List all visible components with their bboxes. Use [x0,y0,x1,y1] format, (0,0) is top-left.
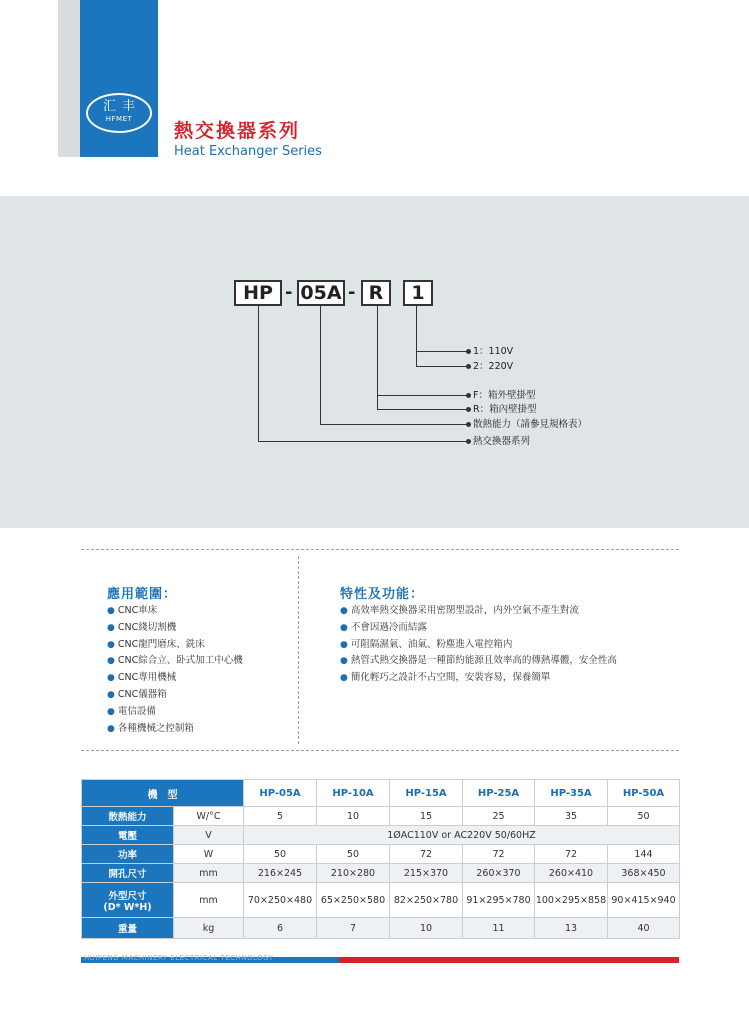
code-separator-2: - [348,282,356,303]
code-box-mount: R [361,280,391,306]
row-unit: kg [174,918,244,939]
bullet-icon: ● [107,673,115,684]
bullet-dot [466,439,471,444]
bullet-icon: ● [340,656,348,667]
table-cell: 65×250×580 [317,883,390,918]
connector-110v-h [416,351,468,352]
table-cell: 216×245 [244,864,317,883]
legend-110v: 1：110V [473,346,514,357]
bullet-icon: ● [340,622,348,633]
row-label: 功率 [82,845,174,864]
code-separator-1: - [285,282,293,303]
list-item: ● 電信設備 [107,705,156,717]
applications-list [107,603,243,737]
list-item: ● CNC綜合立、卧式加工中心機 [107,655,243,667]
bullet-icon: ● [107,639,115,650]
table-cell: 72 [463,845,535,864]
list-item: ● CNC龍門磨床、銑床 [107,638,205,650]
list-item: ● CNC綫切割機 [107,621,177,633]
footer-red-bar [339,957,679,963]
header-model: HP-25A [463,780,535,807]
table-row [82,826,680,845]
connector-capacity-h [320,424,468,425]
divider-bottom [81,750,679,751]
table-cell: 90×415×940 [608,883,680,918]
row-unit: mm [174,864,244,883]
features-title: 特性及功能： [340,587,425,602]
header-model: HP-35A [535,780,608,807]
features-list [340,603,617,687]
footer-company-text: HUIFENG MACHINERY ELECTRICAL TECHNOLOGY [84,954,274,962]
bullet-icon: ● [340,639,348,650]
connector-f-h [377,395,468,396]
list-item: ● 可阻隔濕氣、油氣、粉塵進入電控箱内 [340,638,513,650]
row-label-line2: (D* W*H) [103,901,152,913]
list-item: ● CNC儀器箱 [107,688,167,700]
list-item: ● CNC專用機械 [107,672,177,684]
table-cell: 50 [244,845,317,864]
list-item: ● 高效率熱交換器采用密閉型設計，内外空氣不產生對流 [340,605,579,616]
table-row [82,864,680,883]
table-row [82,883,680,918]
table-cell: 260×410 [535,864,608,883]
list-item: ● 熱管式熱交換器是一種節約能源且效率高的傳熱導體，安全性高 [340,655,617,667]
table-cell: 25 [463,807,535,826]
table-cell: 13 [535,918,608,939]
table-cell: 210×280 [317,864,390,883]
bullet-icon: ● [107,622,115,633]
connector-r-h [377,409,468,410]
code-box-series: HP [234,280,282,306]
table-cell: 82×250×780 [390,883,463,918]
connector-220v-h [416,366,468,367]
bullet-icon: ● [340,606,348,616]
header-blue-strip [80,0,158,157]
model-code-section [0,196,749,528]
row-label [82,883,174,918]
row-unit: W [174,845,244,864]
table-cell: 5 [244,807,317,826]
table-cell: 215×370 [390,864,463,883]
bullet-icon: ● [340,673,348,684]
bullet-dot [466,349,471,354]
table-cell: 15 [390,807,463,826]
spec-table [81,779,680,939]
page-title-chinese: 熱交換器系列 [174,120,301,142]
table-cell: 7 [317,918,390,939]
code-box-capacity: 05A [297,280,345,306]
header-model: HP-50A [608,780,680,807]
header-model: HP-10A [317,780,390,807]
bullet-dot [466,422,471,427]
table-row [82,807,680,826]
connector-voltage-v [416,306,417,367]
bullet-icon: ● [107,706,115,717]
legend-r-type: R：箱內壁掛型 [473,404,537,415]
table-cell: 10 [317,807,390,826]
code-box-voltage: 1 [403,280,433,306]
table-cell: 72 [390,845,463,864]
row-unit: W/°C [174,807,244,826]
list-item: ● CNC車床 [107,605,158,616]
row-unit: V [174,826,244,845]
bullet-dot [466,393,471,398]
table-cell: 10 [390,918,463,939]
row-label: 重量 [82,918,174,939]
connector-series-h [258,441,468,442]
table-header-row [82,780,680,807]
table-cell: 11 [463,918,535,939]
table-cell: 100×295×858 [535,883,608,918]
row-unit: mm [174,883,244,918]
connector-capacity-v [320,306,321,425]
row-label: 散熱能力 [82,807,174,826]
list-item: ● 不會因過冷而結露 [340,621,427,633]
table-row [82,845,680,864]
table-cell: 368×450 [608,864,680,883]
applications-title: 應用範圍： [107,587,178,602]
table-cell: 70×250×480 [244,883,317,918]
table-row [82,918,680,939]
list-item: ● 各種機械之控制箱 [107,722,194,734]
table-cell: 144 [608,845,680,864]
table-cell: 35 [535,807,608,826]
table-cell-merged: 1ØAC110V or AC220V 50/60HZ [244,826,680,845]
header-grey-strip [58,0,80,157]
legend-series: 熱交換器系列 [473,436,531,447]
row-label: 電壓 [82,826,174,845]
table-cell: 6 [244,918,317,939]
bullet-icon: ● [107,656,115,667]
brand-logo [86,93,152,133]
table-cell: 40 [608,918,680,939]
table-cell: 50 [317,845,390,864]
header-model-label: 機 型 [82,780,244,807]
table-cell: 72 [535,845,608,864]
page-title-english: Heat Exchanger Series [174,144,322,159]
header-model: HP-05A [244,780,317,807]
legend-220v: 2：220V [473,361,514,372]
bullet-icon: ● [107,689,115,700]
divider-top [81,549,679,550]
divider-vertical [298,556,299,744]
logo-english: HFMET [105,115,133,123]
table-cell: 260×370 [463,864,535,883]
bullet-icon: ● [107,723,115,734]
header-model: HP-15A [390,780,463,807]
bullet-icon: ● [107,606,115,616]
table-cell: 50 [608,807,680,826]
bullet-dot [466,407,471,412]
connector-series-v [258,306,259,442]
bullet-dot [466,364,471,369]
row-label: 開孔尺寸 [82,864,174,883]
list-item: ● 簡化輕巧之設計不占空間，安裝容易，保養簡單 [340,672,551,684]
row-label-line1: 外型尺寸 [108,890,147,902]
table-cell: 91×295×780 [463,883,535,918]
legend-capacity: 散熱能力（請參見規格表） [473,419,588,430]
legend-f-type: F：箱外壁掛型 [473,390,536,401]
logo-chinese: 汇丰 [102,99,141,114]
